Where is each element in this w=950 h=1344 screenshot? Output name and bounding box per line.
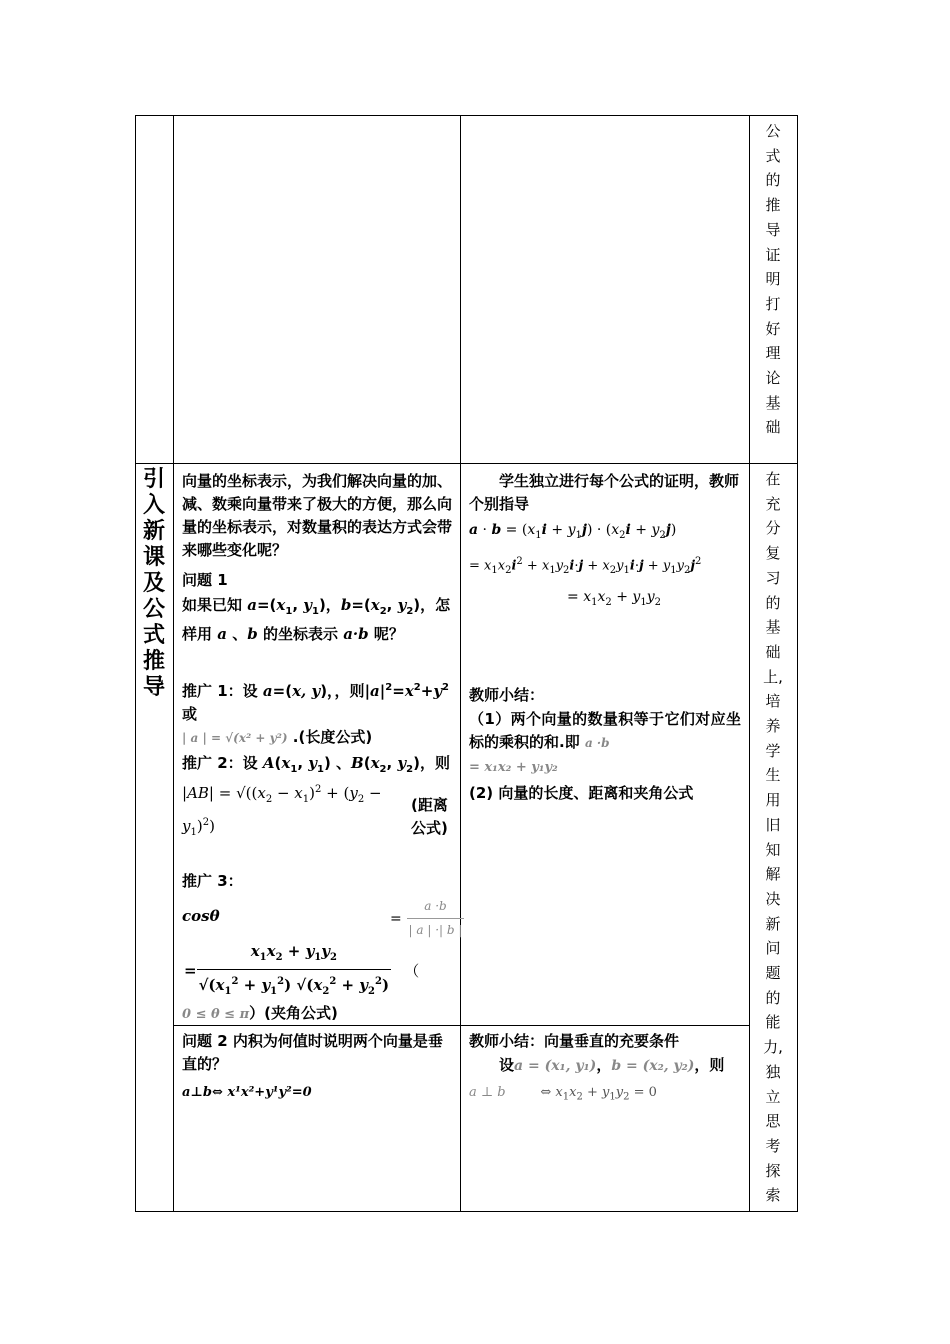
- col-border-2: [460, 115, 461, 1212]
- perpendicular-condition: a ⊥ b ⇔ $x_1x_2 + y_1y_2 = 0$: [469, 1085, 657, 1103]
- margin-note-char: 题: [765, 964, 781, 983]
- section-label-char: 导: [142, 675, 165, 700]
- margin-note-char: 充: [765, 494, 781, 513]
- margin-note-char: 础: [765, 418, 781, 437]
- margin-note-char: 问: [765, 939, 781, 958]
- margin-note-top: [749, 119, 797, 440]
- extension-1: 推广 1：设 a=(x, y)，，则$|a|^2=x^2+y^2$ 或 | a | = √(x² + y²) .(长度公式): [182, 682, 449, 746]
- summary-point-1: （1）两个向量的数量积等于它们对应坐标的乘积的和.即 a ·b = x₁x₂ + y₁y₂: [469, 710, 741, 775]
- margin-note-char: 生: [765, 766, 781, 785]
- extension-3-label: 推广 3：: [182, 872, 243, 890]
- margin-note-char: 上,: [763, 667, 783, 686]
- margin-note-char: 习: [765, 568, 781, 587]
- angle-range: 0 ≤ θ ≤ π）(夹角公式): [182, 1004, 338, 1022]
- margin-note-char: 好: [765, 319, 781, 338]
- section-label-char: 入: [142, 493, 165, 518]
- row-divider: [135, 463, 798, 464]
- margin-note-char: 探: [765, 1161, 781, 1180]
- distance-formula: $|AB| = √((x_2 - x_1)^2 + (y_2 - y_1)^2)$: [182, 784, 382, 838]
- length-formula: | a | = √(x² + y²): [182, 731, 288, 745]
- perpendicular-formula: a⊥b⇔ x¹x²+y¹y²=0: [182, 1085, 312, 1100]
- margin-note-char: 学: [765, 741, 781, 760]
- table-bottom-border: [135, 1211, 798, 1212]
- margin-note-char: 证: [765, 245, 781, 264]
- margin-note-char: 解: [765, 865, 781, 884]
- section-label-char: 公: [142, 597, 165, 622]
- section-label: [136, 467, 172, 701]
- margin-note-char: 思: [765, 1112, 781, 1131]
- section-label-char: 引: [142, 467, 165, 492]
- margin-note-char: 复: [765, 544, 781, 563]
- section-label-char: 式: [142, 623, 165, 648]
- summary-point-2: (2) 向量的长度、距离和夹角公式: [469, 784, 694, 802]
- margin-note-char: 新: [765, 914, 781, 933]
- col-border-1: [173, 115, 174, 1212]
- margin-note-char: 知: [765, 840, 781, 859]
- question-1-title: 问题 1: [182, 571, 228, 589]
- margin-note-char: 导: [765, 220, 781, 239]
- margin-note-char: 式: [765, 146, 781, 165]
- margin-note-char: 培: [765, 692, 781, 711]
- distance-formula-name: (距离公式): [411, 796, 448, 837]
- margin-note-char: 独: [765, 1062, 781, 1081]
- dot-product-derivation: $a \cdot b = (x_1i + y_1j) \cdot (x_2i + y_2j)$ = $x_1x_2i^2 + x_1y_2i\cdot j + x_2y_1i\cdot j + y_1y_2j^2$ = $x_1x_2 + y_1y_2$: [469, 522, 702, 608]
- margin-note-char: 推: [765, 196, 781, 215]
- margin-note-char: 立: [765, 1087, 781, 1106]
- cos-fraction-vector: = $\frac{a \cdot b}{| a | \cdot| b |}$: [390, 895, 464, 942]
- question-1-text: 如果已知 $a=(x_1$, $y_1$)，$b=(x_2$, $y_2$)，怎样用 a 、b 的坐标表示 a·b 呢？: [182, 596, 451, 643]
- margin-note-char: 明: [765, 270, 781, 289]
- question-2-text: 问题 2 内积为何值时说明两个向量是垂直的？: [182, 1032, 443, 1073]
- margin-note-char: 考: [765, 1136, 781, 1155]
- margin-note-char: 旧: [765, 815, 781, 834]
- perpendicular-setup: 设a = (x₁, y₁)，b = (x₂, y₂)，则: [499, 1056, 725, 1074]
- margin-note-char: 养: [765, 717, 781, 736]
- margin-note-char: 用: [765, 791, 781, 810]
- margin-note-char: 的: [765, 988, 781, 1007]
- teacher-intro: 向量的坐标表示，为我们解决向量的加、减、数乘向量带来了极大的方便，那么向量的坐标表示，对数量积的表达方式会带来哪些变化呢？: [182, 472, 453, 559]
- margin-note-char: 力,: [763, 1038, 783, 1057]
- margin-note-char: 能: [765, 1013, 781, 1032]
- student-intro: 学生独立进行每个公式的证明，教师个别指导: [469, 472, 740, 513]
- section-label-char: 推: [142, 649, 165, 674]
- summary-title: 教师小结：: [469, 686, 545, 704]
- margin-note-char: 分: [765, 519, 781, 538]
- cos-theta: cosθ: [182, 907, 220, 925]
- margin-note-char: 公: [765, 122, 781, 140]
- table-top-border: [135, 115, 798, 116]
- margin-note-char: 础: [765, 642, 781, 661]
- margin-note-char: 理: [765, 344, 781, 363]
- margin-note-char: 基: [765, 393, 781, 412]
- margin-note-char: 的: [765, 171, 781, 190]
- section-label-char: 新: [142, 519, 165, 544]
- section-label-char: 及: [142, 571, 165, 596]
- extension-2: 推广 2：设 $A(x_1$, $y_1$) 、$B(x_2$, $y_2$)，则: [182, 754, 450, 775]
- margin-note-char: 索: [765, 1186, 781, 1205]
- margin-note-char: 的: [765, 593, 781, 612]
- margin-note-char: 论: [765, 369, 781, 388]
- margin-note-char: 基: [765, 618, 781, 637]
- perpendicular-title: 教师小结：向量垂直的充要条件: [469, 1032, 680, 1050]
- col-border-4: [797, 115, 798, 1212]
- margin-note-main: [749, 467, 797, 1208]
- margin-note-char: 决: [765, 889, 781, 908]
- cos-fraction-coord: = $\frac{x_1x_2 + y_1y_2}{√(x_1^2 + y_1^2) √(x_2^2 + y_2^2)}$ （: [184, 942, 420, 997]
- margin-note-char: 在: [765, 470, 781, 488]
- section-label-char: 课: [142, 545, 165, 570]
- margin-note-char: 打: [765, 294, 781, 313]
